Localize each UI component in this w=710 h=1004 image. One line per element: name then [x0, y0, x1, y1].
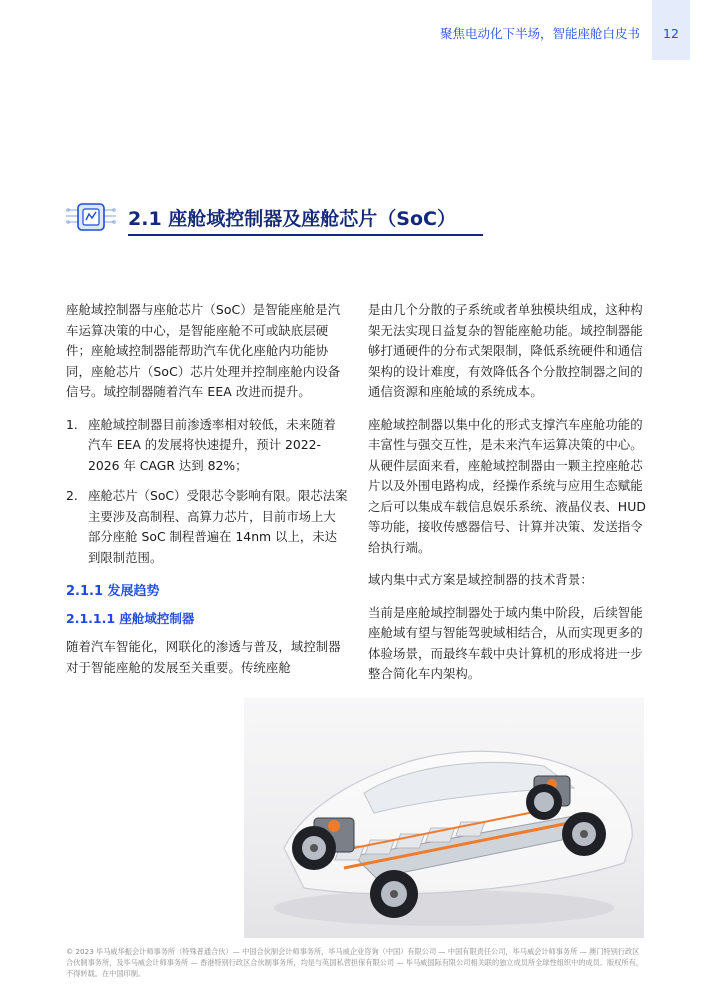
body-paragraph: 是由几个分散的子系统或者单独模块组成，这种构架无法实现日益复杂的智能座舱功能。域控制器能够打通硬件的分布式架限制，降低系统硬件和通信架构的设计难度，有效降低各个分散控制器之间的通信资源和座舱域的系统成本。 — [368, 302, 643, 399]
circuit-chip-icon — [66, 200, 116, 234]
list-text: 座舱域控制器目前渗透率相对较低，未来随着汽车 EEA 的发展将快速提升，预计 2022-2026 年 CAGR 达到 82%； — [88, 416, 336, 473]
body-paragraph: 座舱域控制器以集中化的形式支撑汽车座舱功能的丰富性与强交互性，是未来汽车运算决策的中心。从硬件层面来看，座舱域控制器由一颗主控座舱芯片以及外围电路构成，经操作系统与应用生态赋能之后可以集成车载信息娱乐系统、液晶仪表、HUD 等功能，接收传感器信号、计算并决策、发送指令给执行端。 — [368, 416, 647, 555]
car-chassis-image — [244, 698, 644, 938]
list-item — [66, 486, 348, 568]
body-paragraph: 域内集中式方案是域控制器的技术背景： — [368, 572, 593, 587]
page-number: 12 — [652, 0, 690, 60]
section-heading — [66, 196, 496, 240]
subsection-heading: 2.1.1 发展趋势 — [66, 584, 160, 599]
section-title: 2.1 座舱域控制器及座舱芯片（SoC） — [128, 208, 456, 230]
car-illustration — [244, 698, 644, 938]
header-title: 聚焦电动化下半场，智能座舱白皮书 — [439, 26, 640, 41]
list-number: 1. — [66, 416, 78, 432]
section-underline — [128, 234, 483, 236]
list-item — [66, 415, 348, 477]
list-text: 座舱芯片（SoC）受限芯令影响有限。限芯法案主要涉及高制程、高算力芯片，目前市场上大部分座舱 SoC 制程普遍在 14nm 以上，未达到限制范围。 — [88, 488, 348, 565]
numbered-list — [66, 415, 348, 569]
footer-copyright: © 2023 毕马威华振会计师事务所（特殊普通合伙）— 中国合伙制会计师事务所，毕马威企业咨询（中国）有限公司 — 中国有限责任公司，毕马威会计师事务所 — 澳门特别行政区合伙制事务所，及毕马威会计师事务所 — 香港特别行政区合伙制事务所，均是与英国私营担保有限公司 — 毕马威国际有限公司相关联的独立成员所全球性组织中的成员。版权所有，不得转载。在中国印制。 — [66, 947, 643, 978]
body-paragraph: 当前是座舱域控制器处于域内集中阶段，后续智能座舱域有望与智能驾驶域相结合，从而实现更多的体验场景，而最终车载中央计算机的形成将进一步整合简化车内架构。 — [368, 604, 643, 681]
body-paragraph: 随着汽车智能化，网联化的渗透与普及，域控制器对于智能座舱的发展至关重要。传统座舱 — [66, 639, 341, 675]
list-number: 2. — [66, 488, 78, 503]
left-column — [66, 300, 348, 690]
right-column — [368, 300, 650, 697]
subsubsection-heading: 2.1.1.1 座舱域控制器 — [66, 610, 195, 626]
intro-paragraph: 座舱域控制器与座舱芯片（SoC）是智能座舱是汽车运算决策的中心，是智能座舱不可或缺底层硬件；座舱域控制器能帮助汽车优化座舱内功能协同，座舱芯片（SoC）芯片处理并控制座舱内设备信号。域控制器随着汽车 EEA 改进而提升。 — [66, 302, 341, 399]
